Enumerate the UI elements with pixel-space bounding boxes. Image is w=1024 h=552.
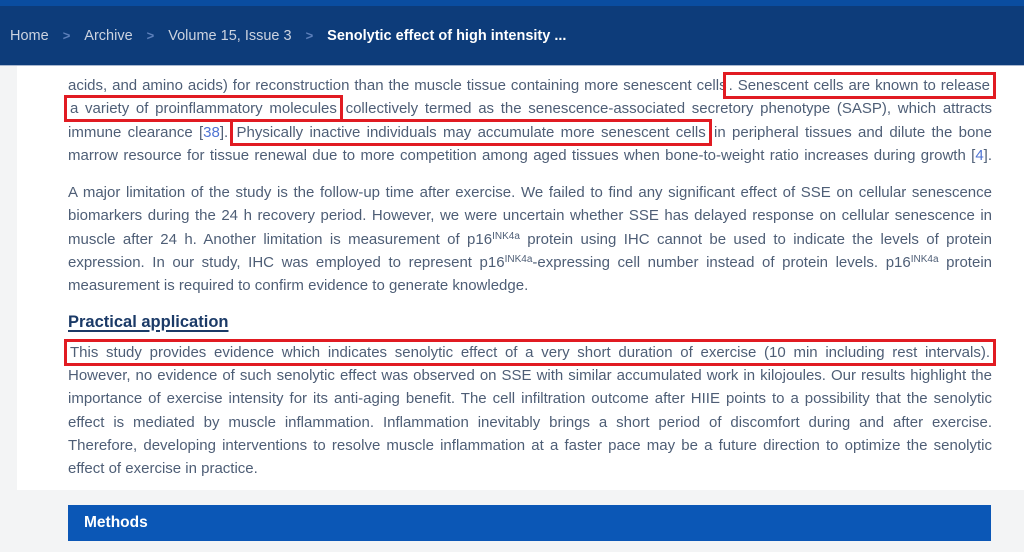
text-segment: muscle after 24 h. Another limitation is measurement of p16 bbox=[68, 230, 493, 248]
text-segment: expression. In our study, IHC was employed to represent p16 bbox=[68, 254, 505, 272]
top-header bbox=[0, 0, 1024, 66]
article-content bbox=[17, 66, 1024, 490]
text-line bbox=[68, 274, 992, 297]
annotation-highlight-box: a variety of proinflammatory molecules bbox=[70, 100, 337, 118]
annotation-highlight-box: . Senescent cells are known to release bbox=[728, 77, 991, 94]
text-line bbox=[68, 411, 992, 434]
text-segment: effect is mediated by muscle inflammation. Inflammation inevitably brings a short period of discomfort during and after exercise. bbox=[68, 413, 992, 431]
breadcrumb-issue[interactable]: Volume 15, Issue 3 bbox=[168, 27, 292, 44]
breadcrumb-archive[interactable]: Archive bbox=[84, 27, 133, 44]
text-line bbox=[68, 204, 992, 227]
paragraph-limitations bbox=[68, 181, 992, 297]
paragraph-senescence bbox=[68, 74, 992, 167]
superscript-text: INK4a bbox=[492, 230, 520, 242]
chevron-separator-icon: > bbox=[146, 28, 155, 43]
breadcrumb-home[interactable]: Home bbox=[10, 27, 49, 44]
text-segment: ]. bbox=[219, 123, 235, 141]
breadcrumb bbox=[0, 6, 1024, 66]
text-segment: protein using IHC cannot be used to indicate the levels of protein bbox=[519, 230, 993, 248]
text-line bbox=[68, 97, 992, 120]
chevron-separator-icon: > bbox=[305, 28, 314, 43]
text-segment: A major limitation of the study is the follow-up time after exercise. We failed to find any significant effect of SSE on cellular senescence bbox=[68, 184, 992, 202]
text-line bbox=[68, 228, 992, 251]
methods-label: Methods bbox=[84, 514, 148, 531]
text-line bbox=[68, 251, 992, 274]
text-line bbox=[68, 181, 992, 204]
text-line bbox=[68, 74, 992, 97]
text-segment: -expressing cell number instead of protein levels. p16 bbox=[532, 254, 911, 272]
reference-link[interactable]: 38 bbox=[203, 123, 220, 141]
text-segment: biomarkers during the 24 h recovery period. However, we were uncertain whether SSE has delayed response on cellular senescence in bbox=[68, 207, 992, 225]
superscript-text: INK4a bbox=[504, 254, 533, 266]
annotation-highlight-box: This study provides evidence which indicates senolytic effect of a very short duration of exercise (10 min including rest intervals). bbox=[70, 343, 990, 361]
superscript-text: INK4a bbox=[910, 254, 939, 266]
text-segment: effect of exercise in practice. bbox=[68, 460, 258, 478]
text-segment: However, no evidence of such senolytic effect was observed on SSE with similar accumulated work in kilojoules. Our results highlight the bbox=[68, 366, 992, 384]
text-segment: collectively termed as the senescence-associated secretory phenotype (SASP), which attracts bbox=[338, 100, 992, 118]
chevron-separator-icon: > bbox=[62, 28, 71, 43]
text-segment: in peripheral tissues and dilute the bone bbox=[707, 123, 992, 141]
text-line bbox=[68, 434, 992, 457]
text-line bbox=[68, 341, 992, 364]
paragraph-practical-application bbox=[68, 341, 992, 481]
text-segment: measurement is required to confirm evidence to generate knowledge. bbox=[68, 277, 529, 295]
practical-application-heading: Practical application bbox=[68, 312, 229, 331]
text-segment: importance of exercise intensity for its anti-aging benefit. The cell infiltration outcome after HIIE points to a possibility that the senolytic bbox=[68, 390, 992, 408]
text-segment: ]. bbox=[983, 146, 992, 164]
text-segment: acids, and amino acids) for reconstruction than the muscle tissue containing more senescent cells bbox=[68, 77, 727, 94]
text-segment: immune clearance [ bbox=[68, 123, 204, 141]
text-line bbox=[68, 364, 992, 387]
text-line bbox=[68, 121, 992, 144]
text-line bbox=[68, 144, 992, 167]
breadcrumb-current-article: Senolytic effect of high intensity ... bbox=[327, 27, 567, 44]
reference-link[interactable]: 4 bbox=[975, 146, 984, 164]
text-segment: Therefore, developing interventions to resolve muscle inflammation at a faster pace may be a future direction to optimize the senolytic bbox=[68, 436, 992, 454]
article-text-block bbox=[68, 66, 992, 480]
text-segment: protein bbox=[938, 254, 992, 272]
page-background-band bbox=[0, 490, 1024, 552]
text-segment: marrow resource for tissue renewal due to more competition among aged tissues when bone-to-weight ratio increases during growth [ bbox=[68, 146, 976, 164]
methods-section-header bbox=[68, 505, 991, 541]
annotation-highlight-box: Physically inactive individuals may accumulate more senescent cells bbox=[236, 123, 706, 141]
text-line bbox=[68, 387, 992, 410]
text-line bbox=[68, 457, 992, 480]
